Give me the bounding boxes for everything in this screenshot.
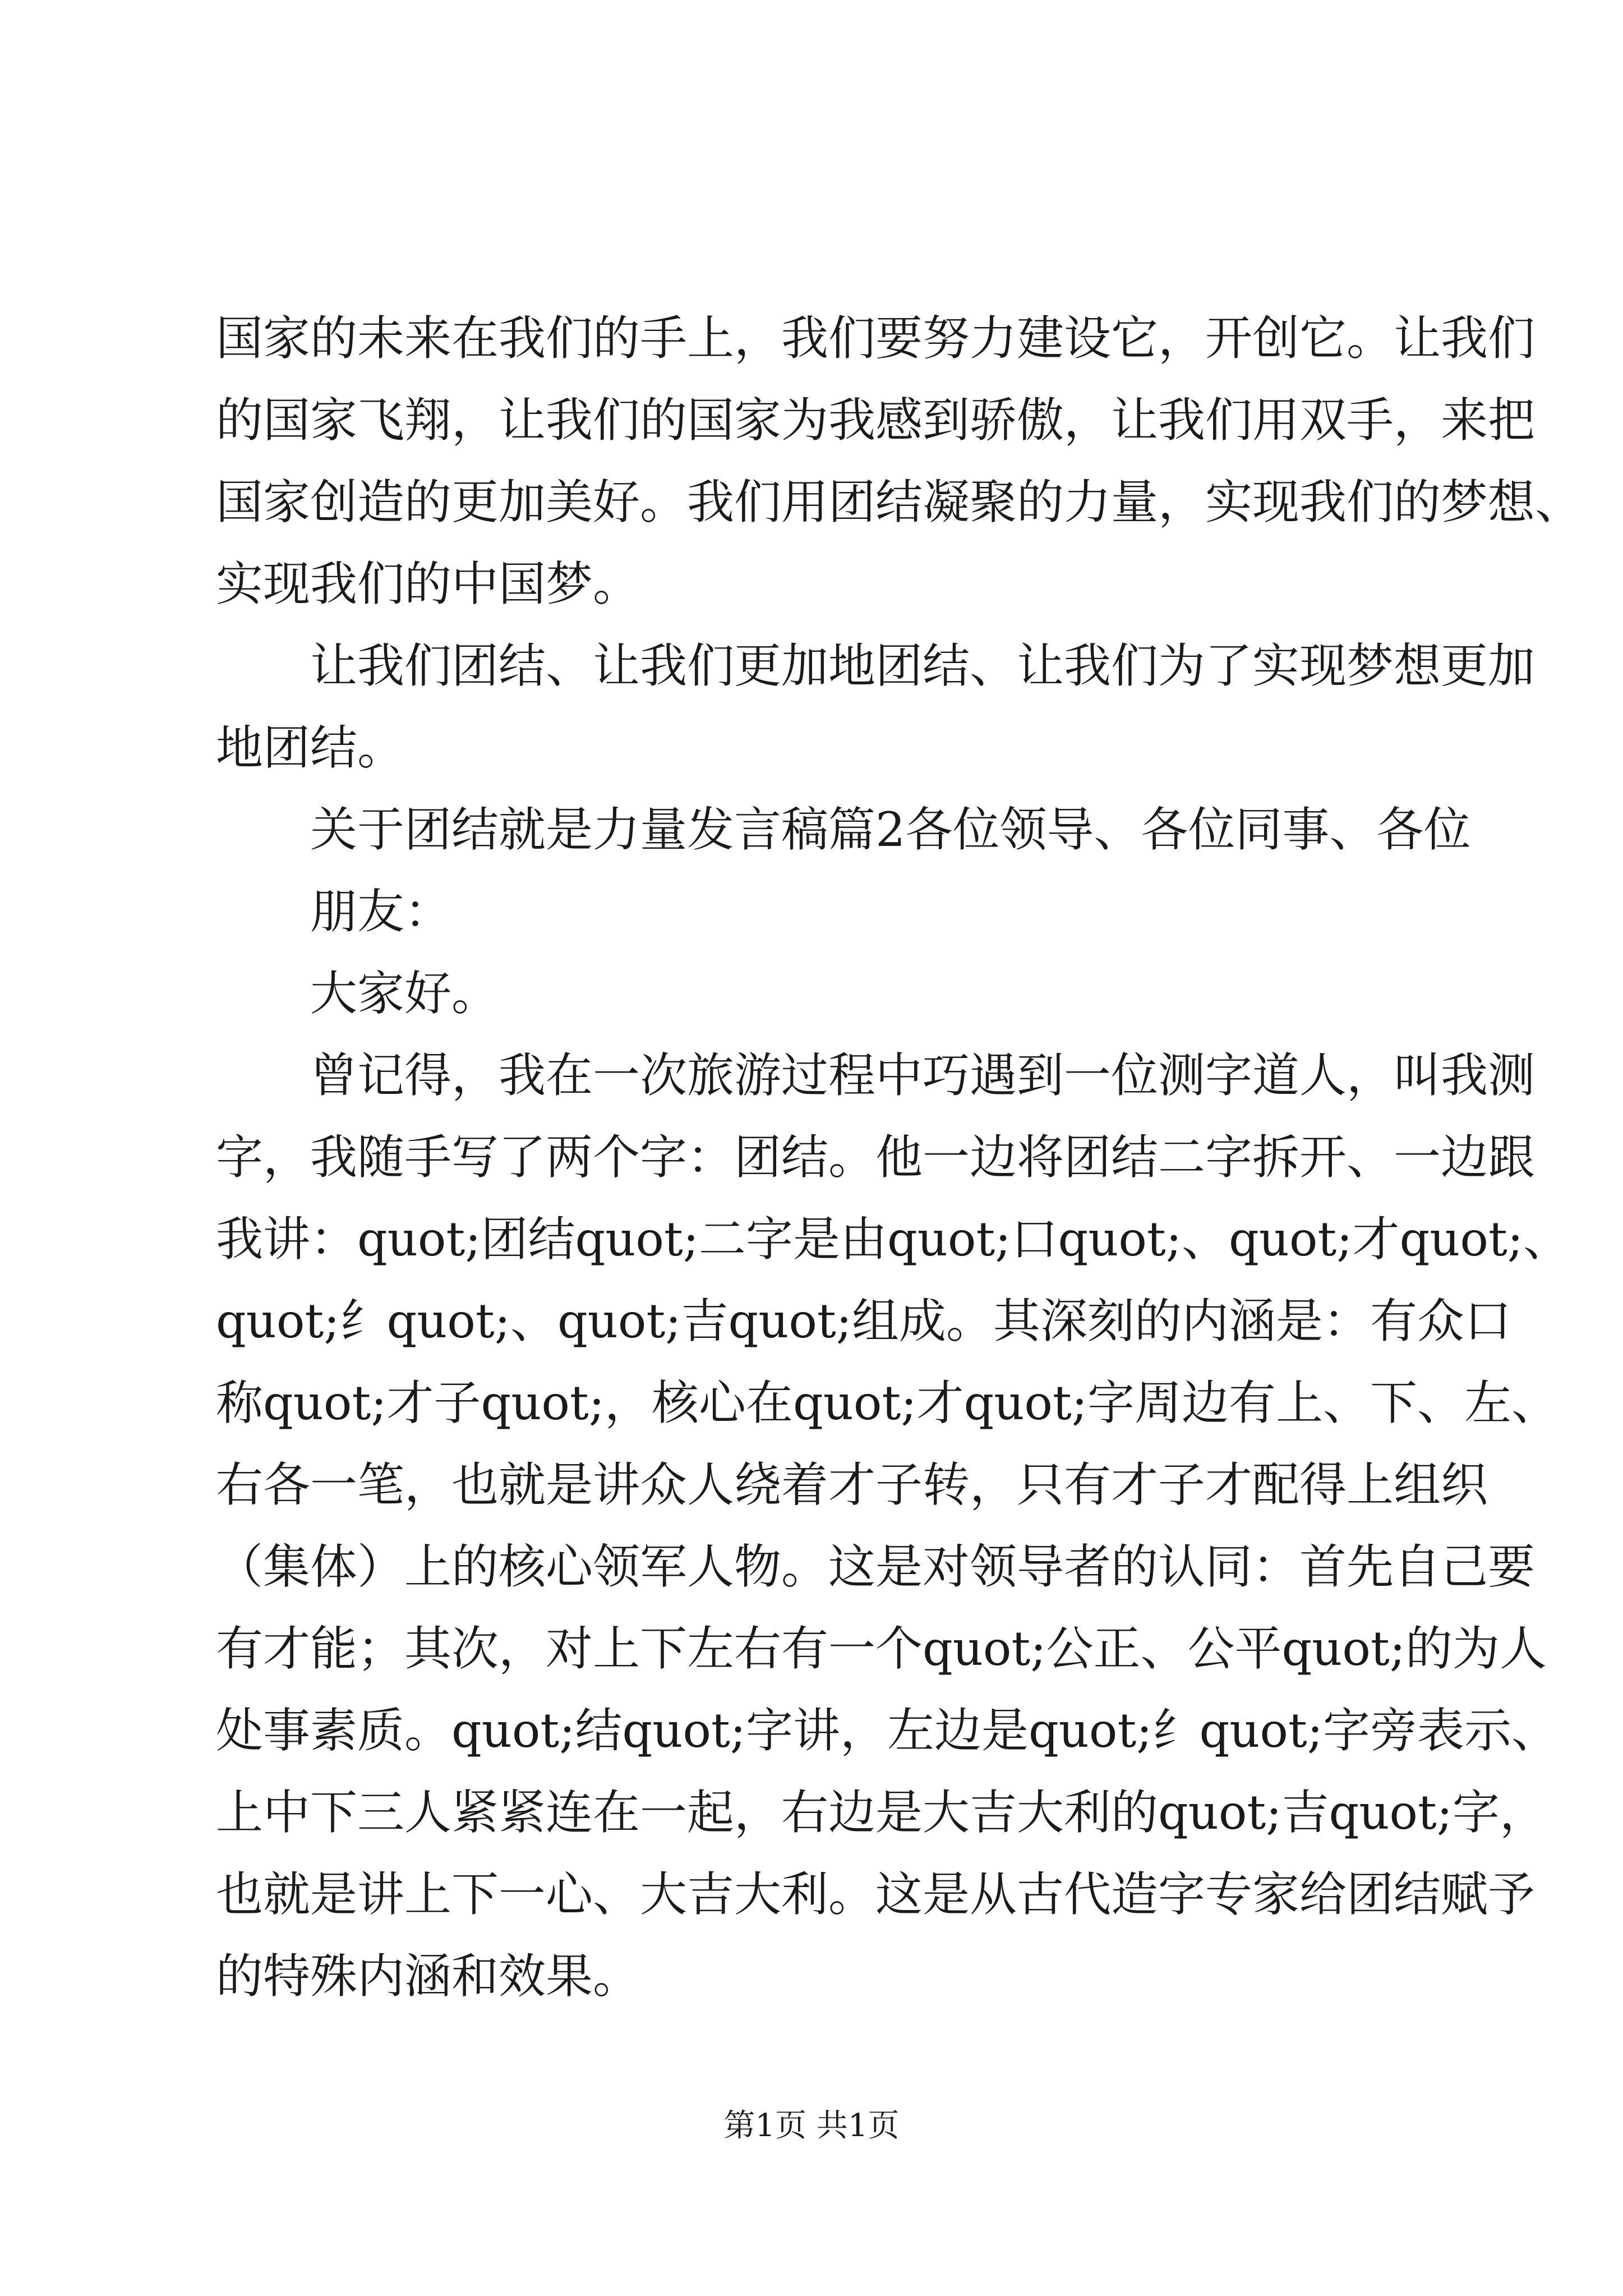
text-line: 的特殊内涵和效果。 — [216, 1949, 640, 2004]
text-line: 也就是讲上下一心、大吉大利。这是从古代造字专家给团结赋予 — [216, 1867, 1536, 1922]
text-line: 称quot;才子quot;，核心在quot;才quot;字周边有上、下、左、 — [216, 1375, 1559, 1430]
text-line: （集体）上的核心领军人物。这是对领导者的认同：首先自己要 — [216, 1539, 1536, 1594]
text-line: 我讲：quot;团结quot;二字是由quot;口quot;、quot;才quot;、 — [216, 1212, 1571, 1267]
text-line: 关于团结就是力量发言稿篇2各位领导、各位同事、各位 — [310, 802, 1471, 857]
text-line: 处事素质。quot;结quot;字讲，左边是quot;纟quot;字旁表示、 — [216, 1703, 1559, 1758]
text-line: 字，我随手写了两个字：团结。他一边将团结二字拆开、一边跟 — [216, 1130, 1536, 1185]
text-line: 让我们团结、让我们更加地团结、让我们为了实现梦想更加 — [310, 638, 1536, 693]
page-number-footer: 第1页 共1页 — [723, 2108, 900, 2144]
text-line: 实现我们的中国梦。 — [216, 556, 640, 611]
text-line: 国家创造的更加美好。我们用团结凝聚的力量，实现我们的梦想、 — [216, 475, 1583, 530]
text-line: 朋友： — [310, 884, 452, 939]
text-line: 有才能；其次，对上下左右有一个quot;公正、公平quot;的为人 — [216, 1621, 1547, 1676]
text-line: 曾记得，我在一次旅游过程中巧遇到一位测字道人，叫我测 — [310, 1048, 1536, 1103]
text-line: 右各一笔，也就是讲众人绕着才子转，只有才子才配得上组织 — [216, 1457, 1488, 1512]
text-line: 地团结。 — [216, 720, 405, 775]
body-text — [216, 297, 1583, 2017]
text-line: 大家好。 — [310, 966, 499, 1021]
text-line: 的国家飞翔，让我们的国家为我感到骄傲，让我们用双手，来把 — [216, 393, 1536, 448]
text-line: quot;纟quot;、quot;吉quot;组成。其深刻的内涵是：有众口 — [216, 1294, 1512, 1349]
text-line: 国家的未来在我们的手上，我们要努力建设它，开创它。让我们 — [216, 311, 1536, 366]
text-line: 上中下三人紧紧连在一起，右边是大吉大利的quot;吉quot;字， — [216, 1785, 1547, 1840]
